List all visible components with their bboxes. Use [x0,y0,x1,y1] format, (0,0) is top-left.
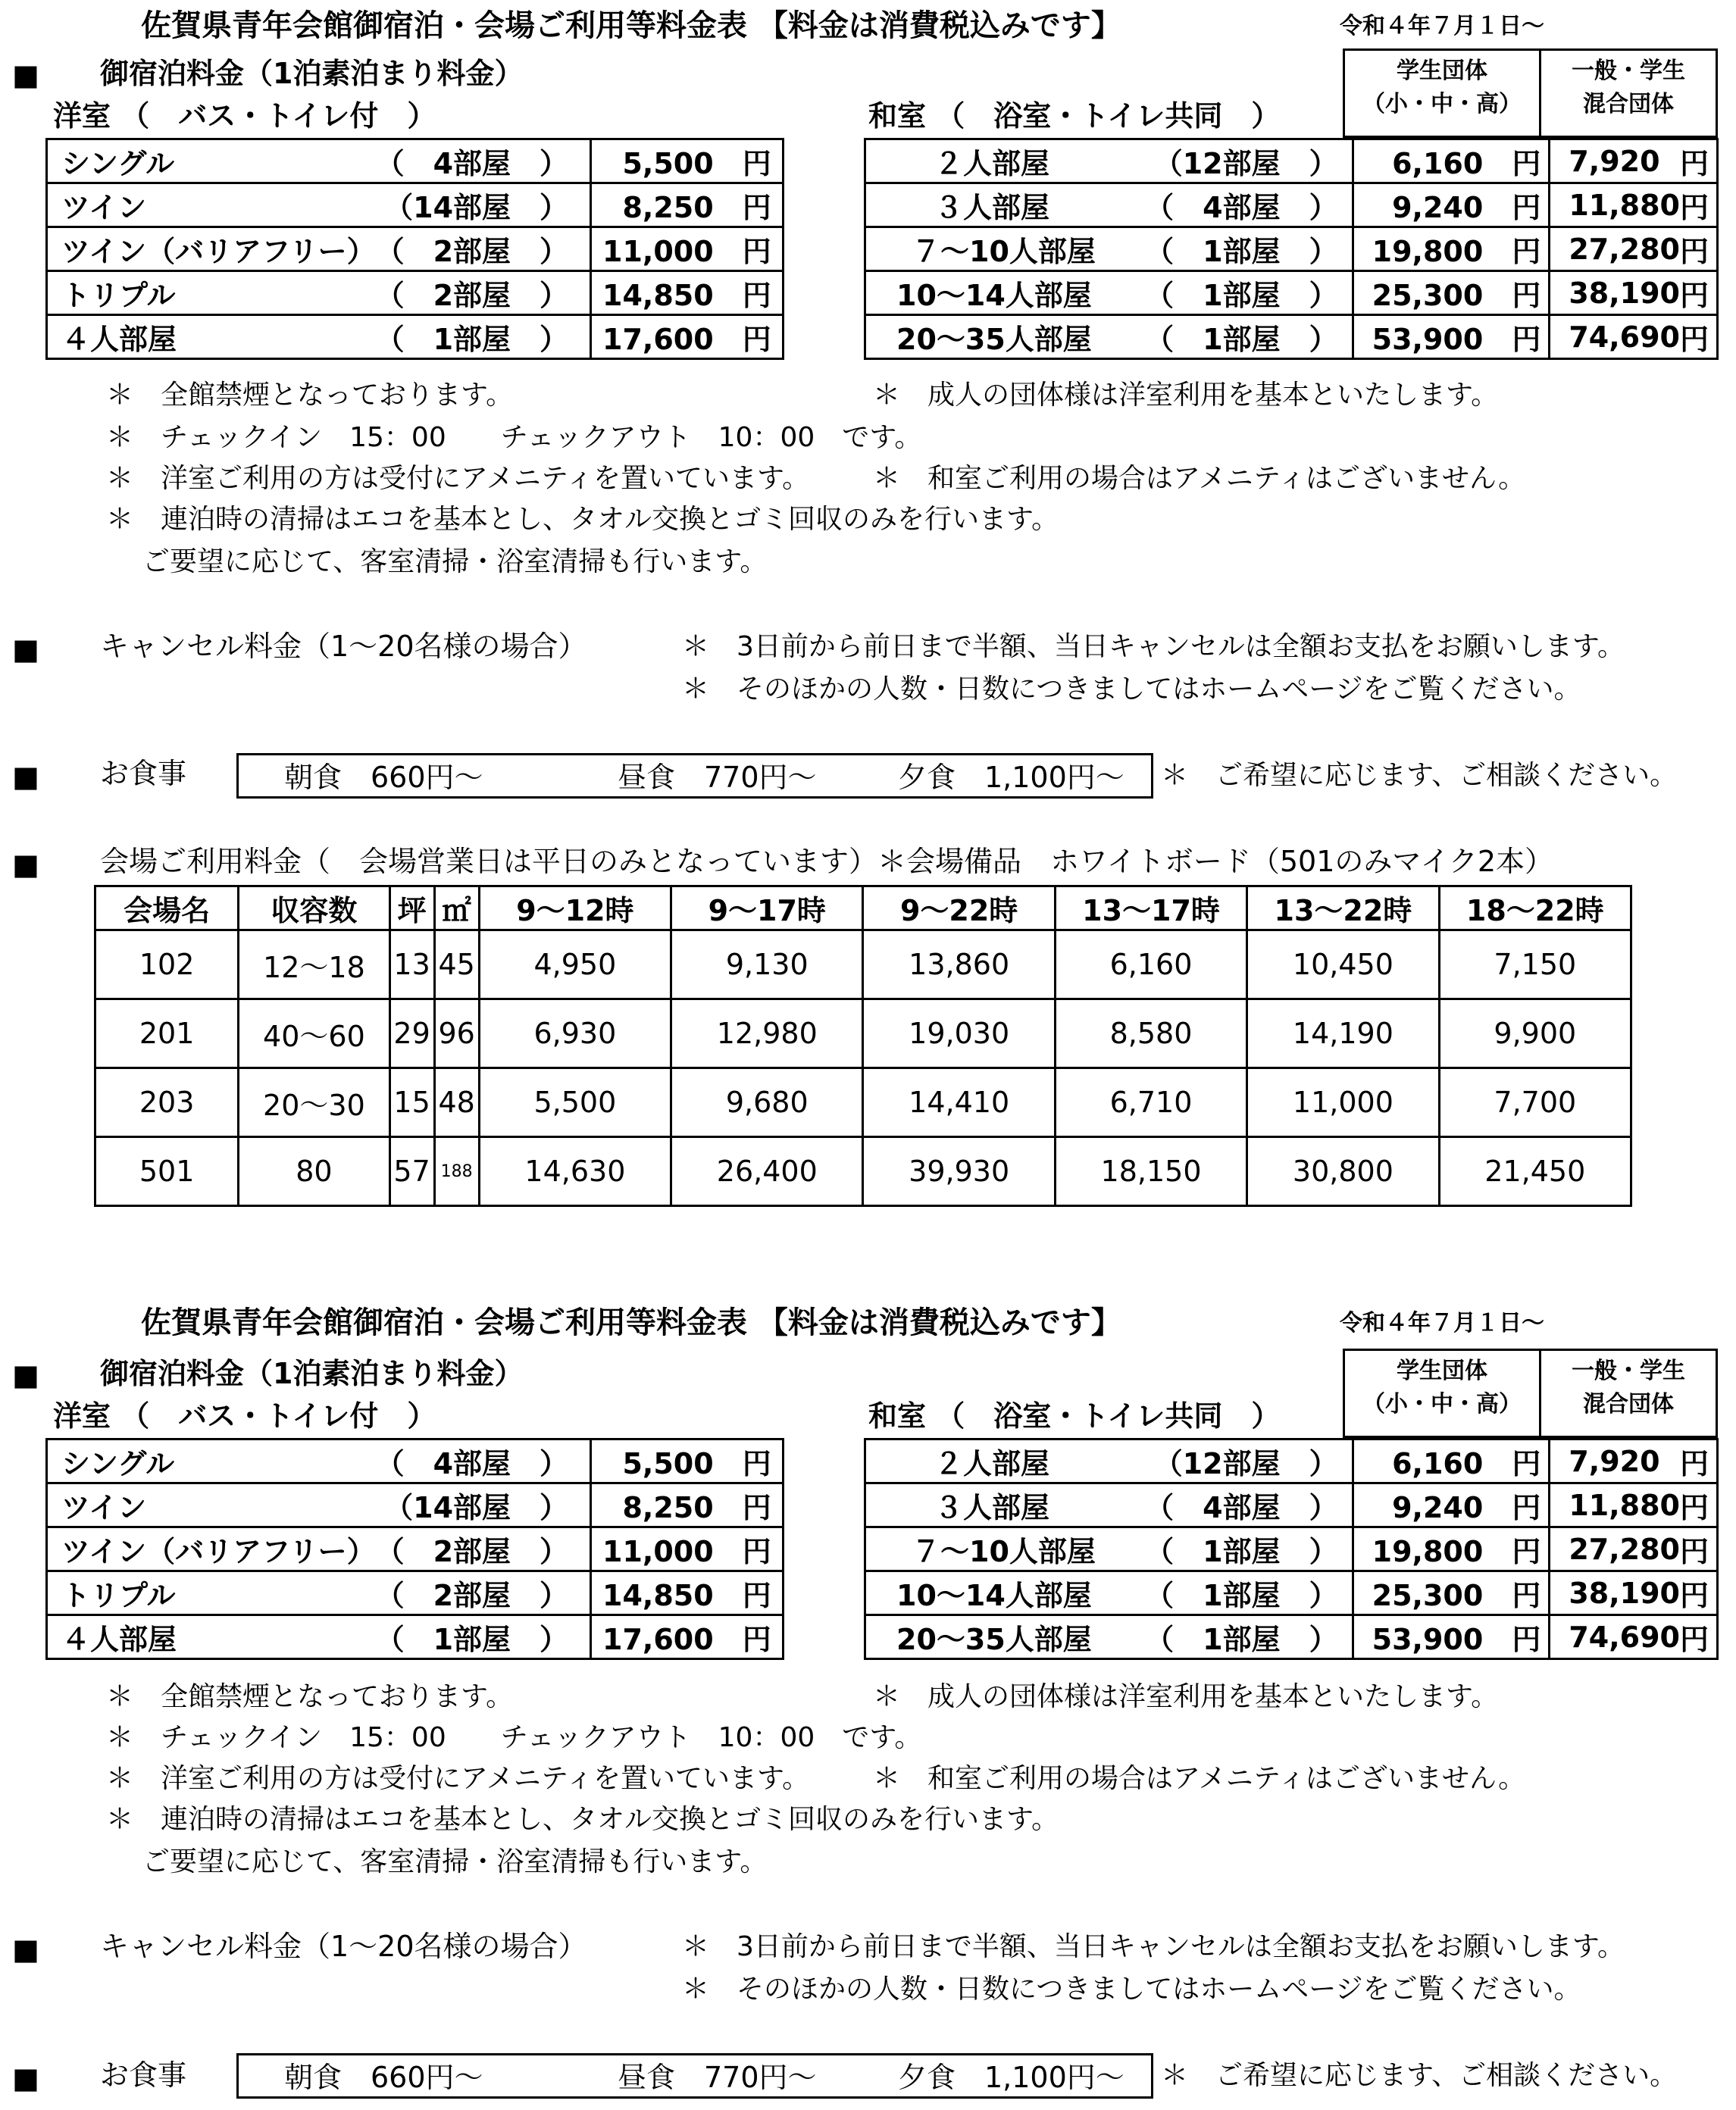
cell: 13 [389,930,434,999]
page-title: 佐賀県青年会館御宿泊・会場ご利用等料金表 【料金は消費税込みです】 [141,8,1121,43]
general-header-line1: 一般・学生 [1572,1358,1685,1384]
page-title: 佐賀県青年会館御宿泊・会場ご利用等料金表 【料金は消費税込みです】 [141,1305,1121,1340]
cell: 30,800 [1247,1137,1439,1206]
room-count: （ 4部屋 ） [375,1447,569,1480]
room-name: トリプル [61,1579,176,1612]
room-name: ７～10人部屋 [912,235,1096,268]
table-row [47,227,784,271]
cell: 9,680 [671,1068,863,1137]
room-name: ３人部屋 [934,1491,1050,1524]
yen: 円 [1679,1447,1709,1480]
note-amenity-western: ＊ 洋室ご利用の方は受付にアメニティを置いています。 [106,1763,810,1794]
room-count: （ 4部屋 ） [1145,191,1338,224]
general-price: 74,690 [1569,1620,1680,1654]
col-header: 9～12時 [479,886,671,930]
table-row [865,139,1718,183]
cell: 48 [434,1068,479,1137]
col-header: 坪 [389,886,434,930]
note-cleaning-request: ご要望に応じて、客室清掃・浴室清掃も行います。 [142,546,768,577]
room-count: （ 1部屋 ） [1145,1579,1338,1612]
cancel-line1: ＊ 3日前から前日まで半額、当日キャンセルは全額お支払をお願いします。 [682,1931,1625,1962]
student-header-line2: （小・中・高） [1362,1391,1522,1418]
cell: 201 [95,999,239,1068]
student-price: 53,900 [1372,323,1484,356]
cell: 14,190 [1247,999,1439,1068]
western-rooms-table [45,1438,784,1660]
yen: 円 [1512,1447,1541,1480]
table-row [865,1527,1718,1571]
student-header-line1: 学生団体 [1397,58,1487,84]
breakfast-price: 朝食 660円～ [284,761,483,794]
cell: 188 [434,1137,479,1206]
student-price: 25,300 [1372,279,1484,312]
col-header: ㎡ [434,886,479,930]
bullet: ■ [12,58,39,92]
room-count: （ 1部屋 ） [375,323,569,356]
yen: 円 [1679,1491,1709,1524]
general-price: 38,190 [1569,1576,1680,1610]
room-count: （ 2部屋 ） [375,235,569,268]
room-name: ２人部屋 [934,147,1050,180]
yen: 円 [742,235,771,268]
table-row [47,1439,784,1483]
japanese-room-label: 和室 （ 浴室・トイレ共同 ） [868,1399,1281,1433]
note-cleaning: ＊ 連泊時の清掃はエコを基本とし、タオル交換とゴミ回収のみを行います。 [106,1804,1059,1835]
cell: 13,860 [863,930,1055,999]
yen: 円 [742,1623,771,1656]
lunch-price: 昼食 770円～ [618,2061,817,2094]
yen: 円 [1512,323,1541,356]
col-header: 13～22時 [1247,886,1439,930]
col-header: 会場名 [95,886,239,930]
room-price: 14,850 [602,1579,714,1612]
dinner-price: 夕食 1,100円～ [898,2061,1124,2094]
western-room-label: 洋室 （ バス・トイレ付 ） [53,1399,436,1433]
cell: 26,400 [671,1137,863,1206]
room-name: ４人部屋 [61,323,177,356]
room-name: 10～14人部屋 [896,279,1092,312]
meals-heading: お食事 [100,2058,187,2092]
room-count: （ 4部屋 ） [1145,1491,1338,1524]
cell: 18,150 [1055,1137,1246,1206]
room-price: 8,250 [622,191,714,224]
table-row [865,1615,1718,1659]
dinner-price: 夕食 1,100円～ [898,761,1124,794]
meals-note: ＊ ご希望に応じます、ご相談ください。 [1161,2060,1678,2091]
cell: 5,500 [479,1068,671,1137]
table-row [865,1571,1718,1615]
yen: 円 [1679,1623,1709,1656]
cell: 203 [95,1068,239,1137]
note-cleaning-request: ご要望に応じて、客室清掃・浴室清掃も行います。 [142,1846,768,1877]
cell: 40～60 [239,999,389,1068]
room-count: （ 2部屋 ） [375,1535,569,1568]
yen: 円 [1512,1579,1541,1612]
lunch-price: 昼食 770円～ [618,761,817,794]
yen: 円 [1679,235,1709,268]
cell: 501 [95,1137,239,1206]
table-row [47,271,784,315]
col-header: 9～17時 [671,886,863,930]
yen: 円 [1512,191,1541,224]
table-header-row [95,886,1631,930]
cell: 10,450 [1247,930,1439,999]
cell: 45 [434,930,479,999]
japanese-room-label: 和室 （ 浴室・トイレ共同 ） [868,99,1281,133]
lodging-heading: 御宿泊料金（1泊素泊まり料金） [100,57,524,90]
general-price: 7,920 [1569,144,1660,178]
room-count: （ 2部屋 ） [375,1579,569,1612]
col-header: 18～22時 [1439,886,1631,930]
general-price: 27,280 [1569,1532,1680,1566]
room-name: 20～35人部屋 [896,1623,1092,1656]
room-price: 11,000 [602,1535,714,1568]
yen: 円 [742,1491,771,1524]
yen: 円 [1512,279,1541,312]
room-name: ツイン（バリアフリー） [61,1535,376,1568]
cell: 20～30 [239,1068,389,1137]
bullet: ■ [12,1933,39,1966]
bullet: ■ [12,633,39,666]
general-price: 74,690 [1569,320,1680,354]
table-row [865,1439,1718,1483]
yen: 円 [742,1447,771,1480]
cell: 102 [95,930,239,999]
room-name: ７～10人部屋 [912,1535,1096,1568]
cell: 14,410 [863,1068,1055,1137]
general-price: 7,920 [1569,1444,1660,1478]
table-row [47,1483,784,1527]
student-group-header [1343,48,1541,138]
cell: 9,900 [1439,999,1631,1068]
cell: 11,000 [1247,1068,1439,1137]
yen: 円 [1512,235,1541,268]
table-row [865,183,1718,227]
table-row [95,999,1631,1068]
room-name: シングル [61,147,175,180]
general-header-line2: 混合団体 [1583,1391,1674,1418]
meals-heading: お食事 [100,757,187,790]
table-row [47,139,784,183]
table-row [865,1483,1718,1527]
effective-date: 令和４年７月１日～ [1340,13,1544,39]
yen: 円 [742,191,771,224]
cell: 14,630 [479,1137,671,1206]
student-price: 25,300 [1372,1579,1484,1612]
student-price: 19,800 [1372,235,1484,268]
room-name: 10～14人部屋 [896,1579,1092,1612]
yen: 円 [1679,191,1709,224]
note-amenity-western: ＊ 洋室ご利用の方は受付にアメニティを置いています。 [106,463,810,494]
yen: 円 [742,323,771,356]
table-row [47,1571,784,1615]
room-count: （14部屋 ） [384,1491,569,1524]
yen: 円 [1679,323,1709,356]
student-price: 9,240 [1392,1491,1484,1524]
table-row [95,930,1631,999]
room-price: 5,500 [622,1447,714,1480]
note-no-smoking: ＊ 全館禁煙となっております。 [106,380,514,411]
yen: 円 [1512,1535,1541,1568]
cell: 6,930 [479,999,671,1068]
table-row [865,271,1718,315]
cell: 6,710 [1055,1068,1246,1137]
general-price: 11,880 [1569,188,1680,222]
student-price: 6,160 [1392,147,1484,180]
room-name: 20～35人部屋 [896,323,1092,356]
room-price: 17,600 [602,1623,714,1656]
table-row [47,1527,784,1571]
student-group-header [1343,1349,1541,1438]
yen: 円 [1512,1491,1541,1524]
general-price: 11,880 [1569,1488,1680,1522]
cell: 4,950 [479,930,671,999]
yen: 円 [1512,1623,1541,1656]
general-price: 27,280 [1569,232,1680,266]
yen: 円 [742,1579,771,1612]
cell: 21,450 [1439,1137,1631,1206]
room-count: （ 1部屋 ） [1145,235,1338,268]
room-name: ツイン（バリアフリー） [61,235,376,268]
cell: 15 [389,1068,434,1137]
yen: 円 [742,279,771,312]
room-price: 8,250 [622,1491,714,1524]
room-count: （ 1部屋 ） [375,1623,569,1656]
japanese-rooms-table [864,138,1719,360]
room-price: 17,600 [602,323,714,356]
table-row [95,1068,1631,1137]
yen: 円 [742,1535,771,1568]
col-header: 9～22時 [863,886,1055,930]
cancel-line1: ＊ 3日前から前日まで半額、当日キャンセルは全額お支払をお願いします。 [682,631,1625,662]
room-price: 14,850 [602,279,714,312]
col-header: 13～17時 [1055,886,1246,930]
note-no-smoking: ＊ 全館禁煙となっております。 [106,1681,514,1712]
cell: 8,580 [1055,999,1246,1068]
note-adult-groups: ＊ 成人の団体様は洋室利用を基本といたします。 [873,380,1499,411]
cell: 12,980 [671,999,863,1068]
table-row [865,315,1718,359]
cell: 29 [389,999,434,1068]
room-count: （12部屋 ） [1153,1447,1338,1480]
student-price: 53,900 [1372,1623,1484,1656]
bullet: ■ [12,760,39,793]
room-count: （ 1部屋 ） [1145,323,1338,356]
student-header-line2: （小・中・高） [1362,91,1522,117]
cell: 7,150 [1439,930,1631,999]
note-adult-groups: ＊ 成人の団体様は洋室利用を基本といたします。 [873,1681,1499,1712]
table-row [47,1615,784,1659]
room-count: （12部屋 ） [1153,147,1338,180]
cell: 39,930 [863,1137,1055,1206]
yen: 円 [742,147,771,180]
bullet: ■ [12,1358,39,1392]
student-price: 9,240 [1392,191,1484,224]
breakfast-price: 朝食 660円～ [284,2061,483,2094]
cancel-heading: キャンセル料金（1～20名様の場合） [100,1930,587,1963]
student-header-line1: 学生団体 [1397,1358,1487,1384]
cancel-heading: キャンセル料金（1～20名様の場合） [100,630,587,663]
table-row [47,183,784,227]
room-name: トリプル [61,279,176,312]
cell: 7,700 [1439,1068,1631,1137]
bullet: ■ [12,2062,39,2095]
room-count: （ 1部屋 ） [1145,1623,1338,1656]
room-count: （ 4部屋 ） [375,147,569,180]
note-cleaning: ＊ 連泊時の清掃はエコを基本とし、タオル交換とゴミ回収のみを行います。 [106,504,1059,535]
table-row [95,1137,1631,1206]
cell: 19,030 [863,999,1055,1068]
col-header: 収容数 [239,886,389,930]
cell: 57 [389,1137,434,1206]
cell: 6,160 [1055,930,1246,999]
cell: 12～18 [239,930,389,999]
room-price: 11,000 [602,235,714,268]
cell: 96 [434,999,479,1068]
room-count: （ 2部屋 ） [375,279,569,312]
yen: 円 [1679,279,1709,312]
meals-note: ＊ ご希望に応じます、ご相談ください。 [1161,760,1678,791]
effective-date: 令和４年７月１日～ [1340,1310,1544,1336]
general-group-header [1539,48,1718,138]
western-rooms-table [45,138,784,360]
cancel-line2: ＊ そのほかの人数・日数につきましてはホームページをご覧ください。 [682,1974,1581,2005]
student-price: 19,800 [1372,1535,1484,1568]
hall-heading: 会場ご利用料金（ 会場営業日は平日のみとなっています）＊会場備品 ホワイトボード（501のみマイク2本） [100,845,1554,878]
room-count: （14部屋 ） [384,191,569,224]
room-name: ツイン [61,191,147,224]
meals-box [236,2053,1153,2099]
room-count: （ 1部屋 ） [1145,1535,1338,1568]
western-room-label: 洋室 （ バス・トイレ付 ） [53,99,436,133]
lodging-heading: 御宿泊料金（1泊素泊まり料金） [100,1357,524,1390]
note-amenity-japanese: ＊ 和室ご利用の場合はアメニティはございません。 [873,463,1526,494]
cell: 9,130 [671,930,863,999]
japanese-rooms-table [864,1438,1719,1660]
table-row [865,227,1718,271]
hall-fee-table [94,885,1632,1207]
yen: 円 [1512,147,1541,180]
general-group-header [1539,1349,1718,1438]
yen: 円 [1679,1579,1709,1612]
general-price: 38,190 [1569,276,1680,310]
general-header-line1: 一般・学生 [1572,58,1685,84]
student-price: 6,160 [1392,1447,1484,1480]
meals-box [236,753,1153,799]
room-name: ４人部屋 [61,1623,177,1656]
room-name: ツイン [61,1491,147,1524]
note-amenity-japanese: ＊ 和室ご利用の場合はアメニティはございません。 [873,1763,1526,1794]
cell: 80 [239,1137,389,1206]
note-checkin: ＊ チェックイン 15：00 チェックアウト 10：00 です。 [106,422,922,453]
general-header-line2: 混合団体 [1583,91,1674,117]
yen: 円 [1679,147,1709,180]
note-checkin: ＊ チェックイン 15：00 チェックアウト 10：00 です。 [106,1722,922,1753]
room-count: （ 1部屋 ） [1145,279,1338,312]
table-row [47,315,784,359]
room-name: シングル [61,1447,175,1480]
cancel-line2: ＊ そのほかの人数・日数につきましてはホームページをご覧ください。 [682,674,1581,705]
bullet: ■ [12,848,39,881]
yen: 円 [1679,1535,1709,1568]
room-name: ３人部屋 [934,191,1050,224]
room-name: ２人部屋 [934,1447,1050,1480]
room-price: 5,500 [622,147,714,180]
